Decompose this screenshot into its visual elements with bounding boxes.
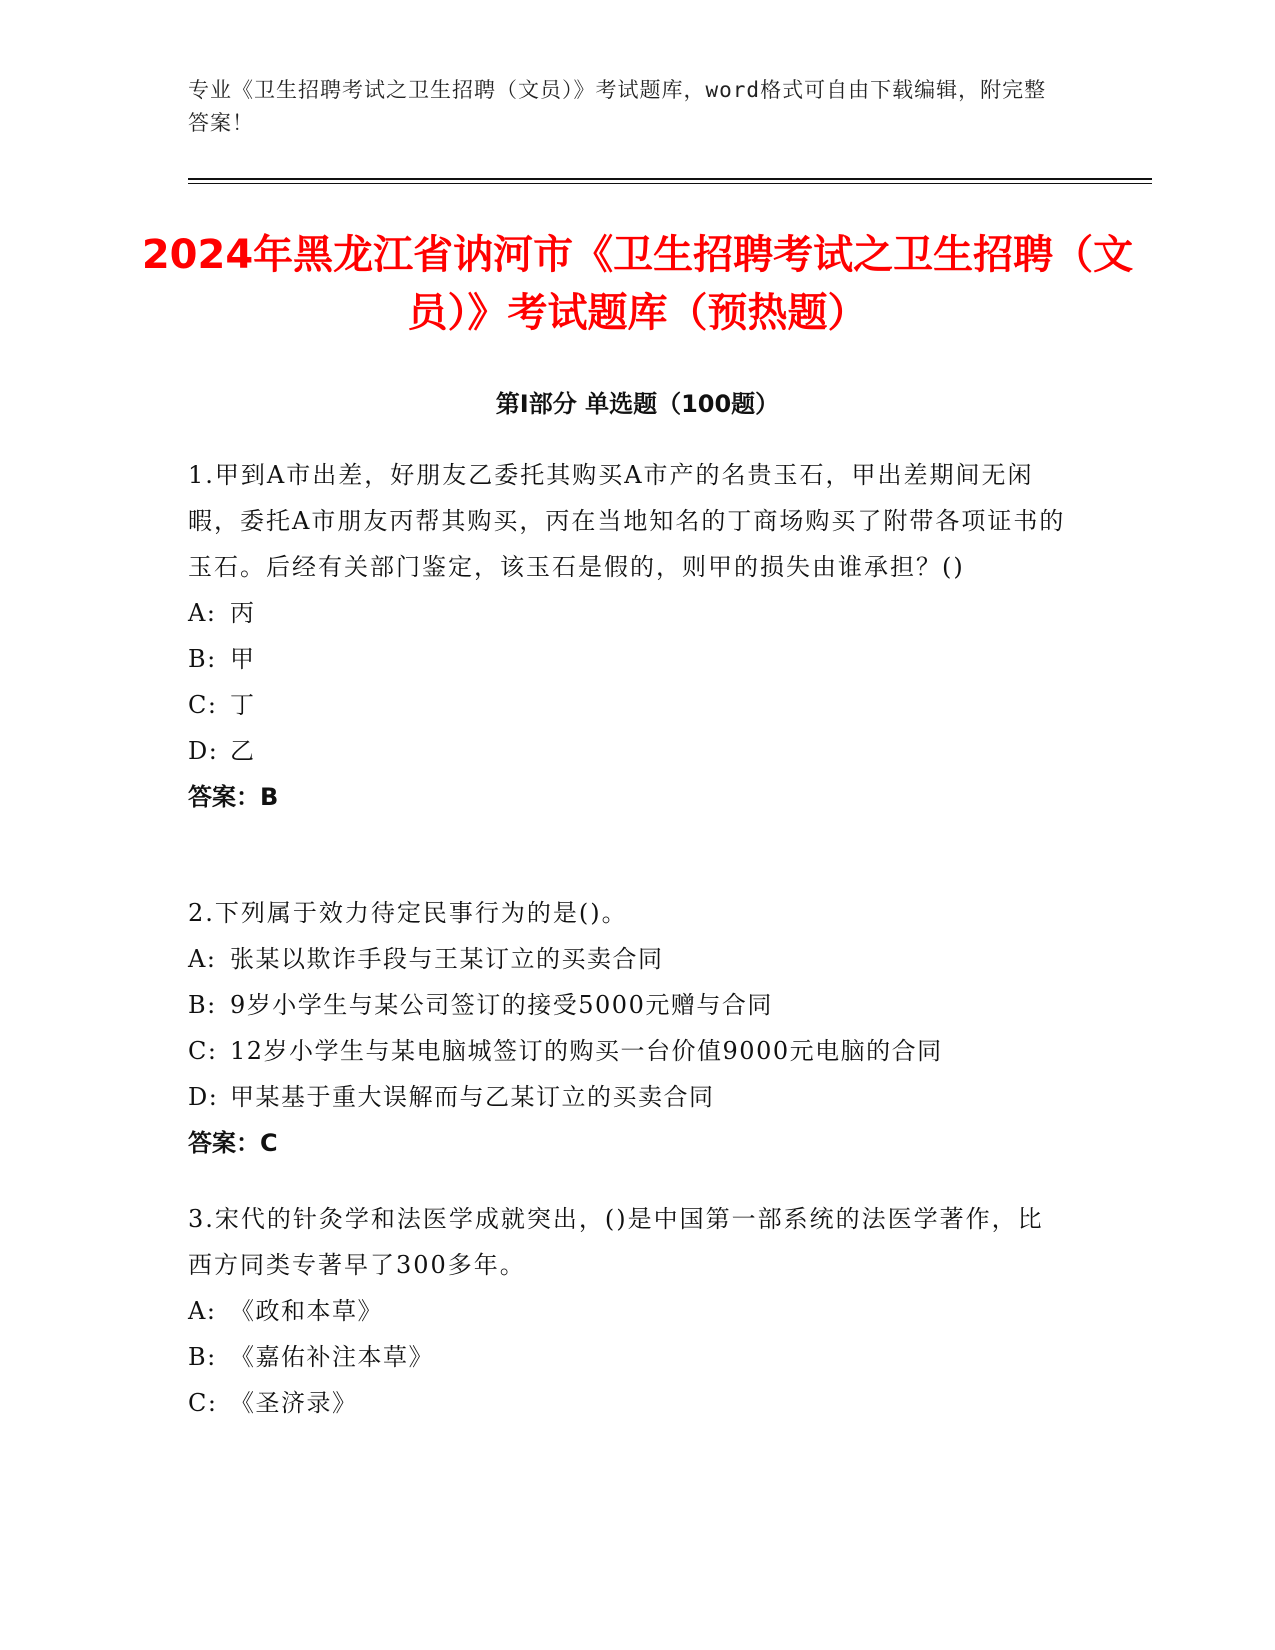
option-a <box>188 936 1068 982</box>
option-b <box>188 1334 1068 1380</box>
option-key: B: <box>188 645 217 673</box>
option-d <box>188 728 1068 774</box>
option-text: 丙 <box>230 599 256 627</box>
option-key: D: <box>188 737 219 765</box>
question-stem: 3.宋代的针灸学和法医学成就突出，()是中国第一部系统的法医学著作，比西方同类专著早了300多年。 <box>188 1205 1044 1279</box>
option-key: A: <box>188 599 217 627</box>
answer-line: 答案：B <box>188 783 279 811</box>
question-2 <box>188 890 1068 1166</box>
option-c <box>188 682 1068 728</box>
option-text: 《圣济录》 <box>230 1389 358 1417</box>
document-title: 2024年黑龙江省讷河市《卫生招聘考试之卫生招聘（文员）》考试题库（预热题） <box>141 232 1134 336</box>
question-stem: 2.下列属于效力待定民事行为的是()。 <box>188 899 628 927</box>
option-key: A: <box>188 945 217 973</box>
question-3 <box>188 1196 1068 1426</box>
answer-line: 答案：C <box>188 1129 278 1157</box>
header-divider-thick <box>188 178 1152 180</box>
option-b <box>188 636 1068 682</box>
option-key: C: <box>188 1389 218 1417</box>
option-d <box>188 1074 1068 1120</box>
section-heading: 第Ⅰ部分 单选题（100题） <box>495 390 780 418</box>
option-text: 9岁小学生与某公司签订的接受5000元赠与合同 <box>230 991 773 1019</box>
option-text: 张某以欺诈手段与王某订立的买卖合同 <box>230 945 664 973</box>
option-text: 《嘉佑补注本草》 <box>230 1343 434 1371</box>
option-text: 甲某基于重大误解而与乙某订立的买卖合同 <box>230 1083 715 1111</box>
question-1 <box>188 452 1068 820</box>
option-key: B: <box>188 991 217 1019</box>
option-text: 丁 <box>230 691 256 719</box>
header-divider-thin <box>188 183 1152 184</box>
option-key: B: <box>188 1343 217 1371</box>
option-c <box>188 1380 1068 1426</box>
option-key: A: <box>188 1297 217 1325</box>
question-stem: 1.甲到A市出差，好朋友乙委托其购买A市产的名贵玉石，甲出差期间无闲暇，委托A市朋友丙帮其购买，丙在当地知名的丁商场购买了附带各项证书的玉石。后经有关部门鉴定，该玉石是假的，则甲的损失由谁承担？() <box>188 461 1066 581</box>
option-a <box>188 1288 1068 1334</box>
option-c <box>188 1028 1068 1074</box>
option-a <box>188 590 1068 636</box>
option-key: C: <box>188 1037 218 1065</box>
option-text: 乙 <box>230 737 256 765</box>
header-note: 专业《卫生招聘考试之卫生招聘（文员）》考试题库，word格式可自由下载编辑，附完整答案！ <box>188 78 1047 135</box>
option-key: D: <box>188 1083 219 1111</box>
option-text: 甲 <box>230 645 256 673</box>
option-text: 《政和本草》 <box>230 1297 383 1325</box>
option-b <box>188 982 1068 1028</box>
option-text: 12岁小学生与某电脑城签订的购买一台价值9000元电脑的合同 <box>230 1037 943 1065</box>
option-key: C: <box>188 691 218 719</box>
